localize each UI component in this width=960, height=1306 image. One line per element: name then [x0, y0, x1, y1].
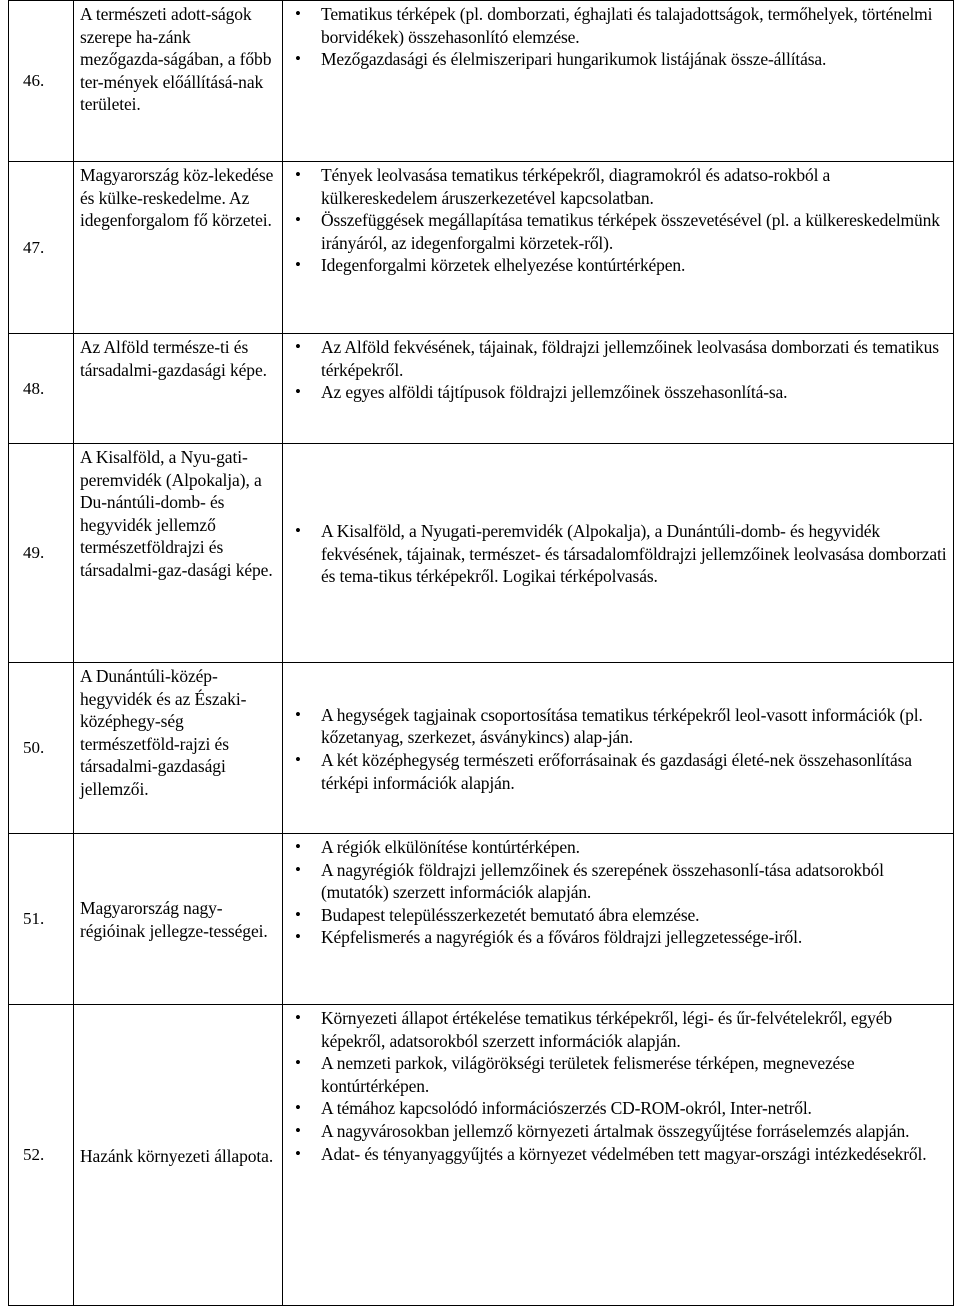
requirements-cell	[283, 444, 954, 663]
requirements-cell	[283, 162, 954, 334]
requirements-list	[283, 1, 953, 71]
table-row	[9, 162, 954, 334]
row-number: 51.	[23, 909, 45, 928]
requirements-cell	[283, 834, 954, 1005]
topic-cell	[74, 1005, 283, 1306]
table-row	[9, 834, 954, 1005]
requirements-list	[283, 1005, 953, 1165]
row-number: 52.	[23, 1145, 45, 1164]
row-number: 50.	[23, 738, 45, 757]
row-number: 49.	[23, 543, 45, 562]
topic-cell	[74, 663, 283, 834]
requirements-cell	[283, 663, 954, 834]
topic-text: A Kisalföld, a Nyu-gati-peremvidék (Alpokalja), a Du-nántúli-domb- és hegyvidék jellemző természetföldrajzi és társadalmi-gaz-dasági képe.	[80, 447, 273, 580]
list-item: • A két középhegység természeti erőforrásainak és gazdasági életé-nek összehasonlítása térképi információk alapján.	[283, 749, 947, 794]
syllabus-table	[8, 0, 954, 1306]
list-item: • Környezeti állapot értékelése tematikus térképekről, légi- és űr-felvételekről, egyéb képekről, adatsorokból szerzett információk alapján.	[283, 1007, 947, 1052]
list-item: • A nagyrégiók földrajzi jellemzőinek és szerepének összehasonlí-tása adatsorokból (mutatók) szerzett információk alapján.	[283, 859, 947, 904]
table-row	[9, 1, 954, 162]
table-row	[9, 1005, 954, 1306]
row-number: 47.	[23, 237, 45, 257]
requirements-list	[283, 518, 953, 588]
topic-text: Magyarország köz-lekedése és külke-reskedelme. Az idegenforgalom fő körzetei.	[80, 165, 274, 231]
syllabus-table-body	[9, 1, 954, 1306]
topic-cell	[74, 1, 283, 162]
row-number-cell	[9, 834, 74, 1005]
topic-cell	[74, 334, 283, 444]
table-row	[9, 663, 954, 834]
row-number-cell	[9, 162, 74, 334]
requirements-cell	[283, 334, 954, 444]
topic-text: Hazánk környezeti állapota.	[80, 1145, 274, 1166]
row-number-cell	[9, 663, 74, 834]
list-item: • Idegenforgalmi körzetek elhelyezése kontúrtérképen.	[283, 254, 947, 277]
requirements-cell	[283, 1, 954, 162]
requirements-cell	[283, 1005, 954, 1306]
list-item: • Tematikus térképek (pl. domborzati, éghajlati és talajadottságok, termőhelyek, történelmi borvidékek) összehasonlító elemzése.	[283, 3, 947, 48]
row-number: 48.	[23, 378, 45, 398]
topic-cell	[74, 834, 283, 1005]
topic-text: A természeti adott-ságok szerepe ha-zánk mezőgazda-ságában, a főbb ter-mények előállításá-nak területei.	[80, 4, 272, 115]
topic-text: Magyarország nagy-régióinak jellegze-tességei.	[80, 898, 268, 941]
requirements-list	[283, 334, 953, 404]
row-number-cell	[9, 334, 74, 444]
table-row	[9, 444, 954, 663]
list-item: • A nagyvárosokban jellemző környezeti ártalmak összegyűjtése forráselemzés alapján.	[283, 1120, 947, 1143]
row-number-cell	[9, 444, 74, 663]
topic-text: A Dunántúli-közép-hegyvidék és az Északi-középhegy-ség természetföld-rajzi és társadalmi-gazdasági jellemzői.	[80, 666, 247, 799]
table-row	[9, 334, 954, 444]
list-item: • A Kisalföld, a Nyugati-peremvidék (Alpokalja), a Dunántúli-domb- és hegyvidék fekvésének, tájainak, természet- és társadalomföldrajzi jellemzőinek leolvasása domborzati és tema-tikus térképekről. Logikai térképolvasás.	[283, 520, 947, 588]
list-item: • A régiók elkülönítése kontúrtérképen.	[283, 836, 947, 859]
row-number-cell	[9, 1005, 74, 1306]
list-item: • A témához kapcsolódó információszerzés CD-ROM-okról, Inter-netről.	[283, 1097, 947, 1120]
topic-cell	[74, 444, 283, 663]
requirements-list	[283, 702, 953, 794]
topic-cell	[74, 162, 283, 334]
row-number: 46.	[23, 71, 45, 90]
list-item: • Mezőgazdasági és élelmiszeripari hungarikumok listájának össze-állítása.	[283, 48, 947, 71]
list-item: • Képfelismerés a nagyrégiók és a főváros földrajzi jellegzetessége-iről.	[283, 926, 947, 949]
requirements-list	[283, 162, 953, 277]
requirements-list	[283, 834, 953, 949]
topic-text: Az Alföld természe-ti és társadalmi-gazdasági képe.	[80, 337, 267, 380]
list-item: • Összefüggések megállapítása tematikus térképek összevetésével (pl. a külkereskedelmünk irányáról, az idegenforgalmi körzetek-ről).	[283, 209, 947, 254]
list-item: • Budapest településszerkezetét bemutató ábra elemzése.	[283, 904, 947, 927]
row-number-cell	[9, 1, 74, 162]
list-item: • Adat- és tényanyaggyűjtés a környezet védelmében tett magyar-országi intézkedésekről.	[283, 1143, 947, 1166]
list-item: • Tények leolvasása tematikus térképekről, diagramokról és adatso-rokból a külkereskedelem áruszerkezetével kapcsolatban.	[283, 164, 947, 209]
list-item: • A hegységek tagjainak csoportosítása tematikus térképekről leol-vasott információk (pl. kőzetanyag, szerkezet, ásványkincs) alap-ján.	[283, 704, 947, 749]
list-item: • Az Alföld fekvésének, tájainak, földrajzi jellemzőinek leolvasása domborzati és tematikus térképekről.	[283, 336, 947, 381]
list-item: • A nemzeti parkok, világörökségi területek felismerése térképen, megnevezése kontúrtérképen.	[283, 1052, 947, 1097]
list-item: • Az egyes alföldi tájtípusok földrajzi jellemzőinek összehasonlítá-sa.	[283, 381, 947, 404]
